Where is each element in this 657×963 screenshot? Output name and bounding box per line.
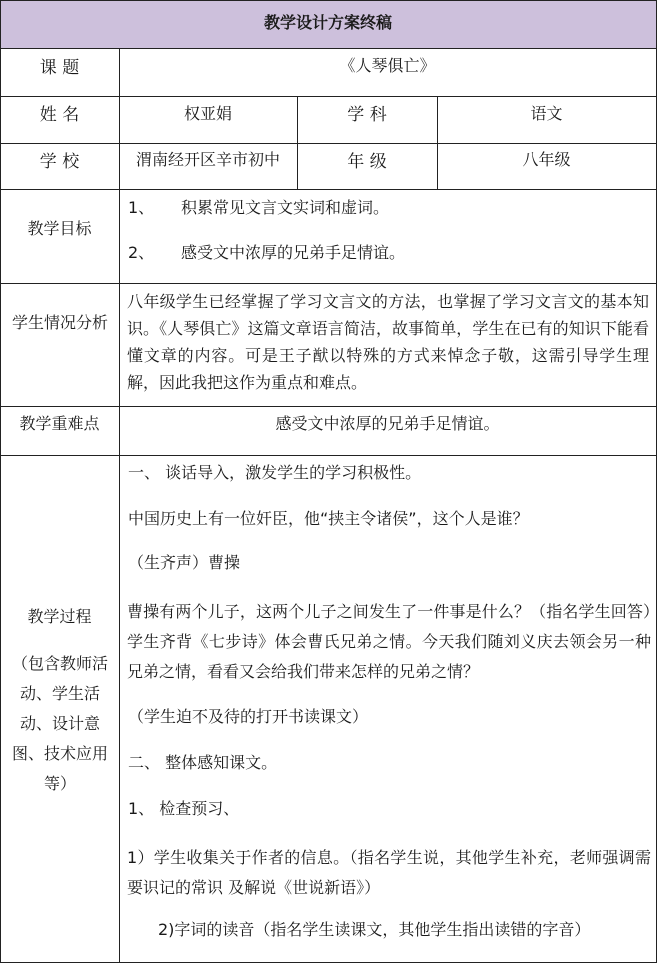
keypoint-label: 教学重难点 bbox=[19, 414, 100, 433]
process-step: 1）学生收集关于作者的信息。（指名学生说，其他学生补充，老师强调需要识记的常识 及解说《世说新语》） bbox=[127, 848, 651, 897]
school-label: 学 校 bbox=[39, 152, 80, 172]
process-step: 1、 检查预习、 bbox=[128, 799, 240, 818]
students-label: 学生情况分析 bbox=[11, 313, 108, 332]
process-step: （生齐声）曹操 bbox=[128, 553, 241, 572]
goals-label: 教学目标 bbox=[27, 219, 92, 238]
keypoint-value: 感受文中浓厚的兄弟手足情谊。 bbox=[275, 414, 500, 433]
subject-value: 语文 bbox=[530, 104, 563, 123]
process-label: 教学过程 bbox=[27, 607, 92, 626]
process-step: （学生迫不及待的打开书读课文） bbox=[128, 707, 369, 726]
grade-value: 八年级 bbox=[522, 150, 571, 169]
goal-number: 2、 bbox=[128, 243, 155, 262]
goal-text: 感受文中浓厚的兄弟手足情谊。 bbox=[181, 243, 406, 262]
goal-number: 1、 bbox=[128, 198, 155, 217]
goal-text: 积累常见文言文实词和虚词。 bbox=[181, 198, 390, 217]
name-value: 权亚娟 bbox=[183, 104, 232, 123]
students-text: 八年级学生已经掌握了学习文言文的方法，也掌握了学习文言文的基本知识。《人琴俱亡》这篇文章语言简洁，故事简单，学生在已有的知识下能看懂文章的内容。可是王子猷以特殊的方式来悼念子敬，这需引导学生理解，因此我把这作为重点和难点。 bbox=[127, 292, 649, 392]
process-note: （包含教师活动、学生活动、设计意图、技术应用等） bbox=[11, 654, 108, 793]
topic-value: 《人琴俱亡》 bbox=[339, 56, 436, 75]
page-title: 教学设计方案终稿 bbox=[263, 13, 392, 32]
process-step: 中国历史上有一位奸臣，他“挟主令诸侯”，这个人是谁？ bbox=[128, 509, 529, 528]
subject-label: 学 科 bbox=[347, 105, 387, 125]
process-step: 曹操有两个儿子，这两个儿子之间发生了一件事是什么？（指名学生回答）学生齐背《七步诗》体会曹氏兄弟之情。今天我们随刘义庆去领会另一种兄弟之情，看看又会给我们带来怎样的兄弟之情？ bbox=[127, 602, 651, 681]
school-value: 渭南经开区辛市初中 bbox=[135, 150, 280, 169]
grade-label: 年 级 bbox=[347, 152, 387, 172]
process-step: 二、 整体感知课文。 bbox=[128, 753, 278, 772]
process-step: 一、 谈话导入，激发学生的学习积极性。 bbox=[128, 463, 422, 482]
topic-label: 课 题 bbox=[39, 58, 80, 78]
name-label: 姓 名 bbox=[39, 105, 80, 125]
process-step: 2)字词的读音（指名学生读课文，其他学生指出读错的字音） bbox=[158, 920, 591, 939]
